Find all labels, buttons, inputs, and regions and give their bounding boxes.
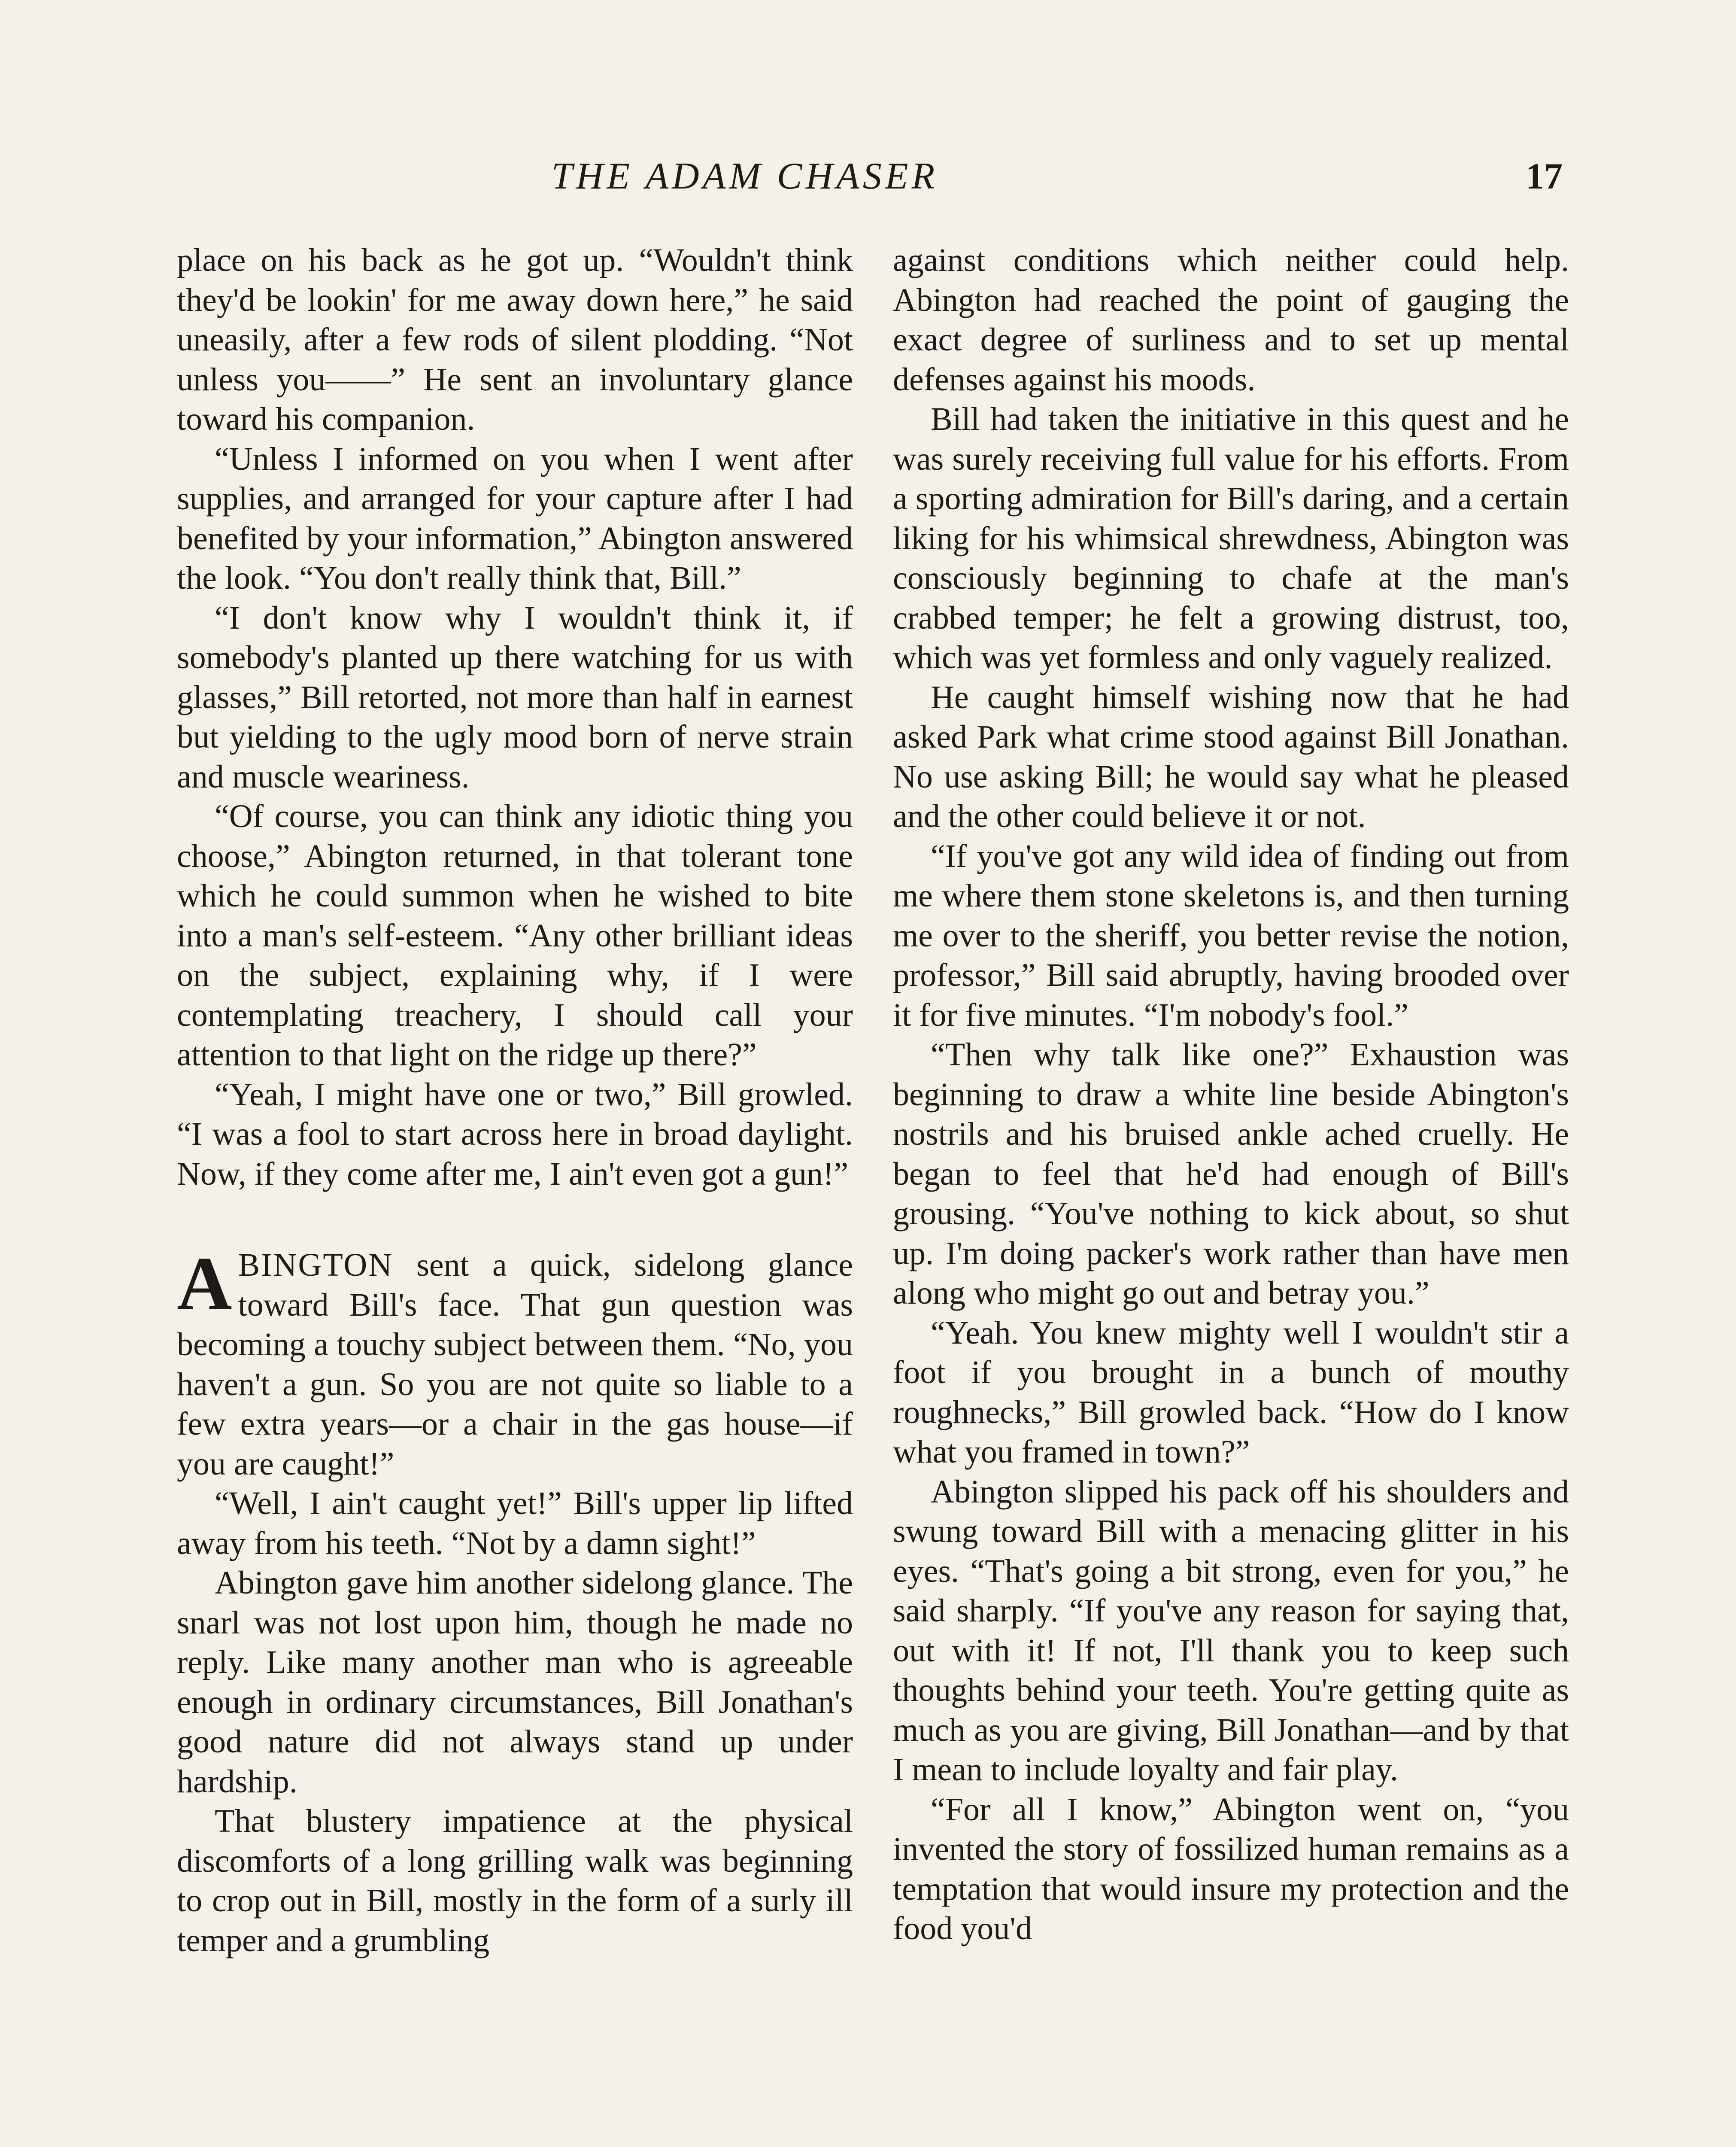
paragraph: “Yeah, I might have one or two,” Bill growled. “I was a fool to start across here in broad daylight. Now, if they come after me, I ain't even got a gun!” (177, 1076, 853, 1192)
paragraph: “Of course, you can think any idiotic thing you choose,” Abington returned, in that tolerant tone which he could summon when he wished to bite into a man's self-esteem. “Any other brilliant ideas on the subject, explaining why, if I were contemplating treachery, I should call your attention to that light on the ridge up there?” (177, 798, 853, 1073)
running-title: THE ADAM CHASER (551, 155, 938, 197)
paragraph: “Yeah. You knew mighty well I wouldn't stir a foot if you brought in a bunch of mouthy roughnecks,” Bill growled back. “How do I know what you framed in town?” (893, 1314, 1569, 1470)
paragraph: He caught himself wishing now that he had asked Park what crime stood against Bill Jonathan. No use asking Bill; he would say what he pleased and the other could believe it or not. (893, 679, 1569, 834)
paragraph: “If you've got any wild idea of finding out from me where them stone skeletons is, and then turning me over to the sheriff, you better revise the notion, professor,” Bill said abruptly, having brooded over it for five minutes. “I'm nobody's fool.” (893, 838, 1569, 1033)
drop-cap: A (177, 1241, 232, 1326)
paragraph: “Then why talk like one?” Exhaustion was beginning to draw a white line beside Abington's nostrils and his bruised ankle ached cruelly. He began to feel that he'd had enough of Bill's grousing. “You've nothing to kick about, so shut up. I'm doing packer's work rather than have men along who might go out and betray you.” (893, 1037, 1569, 1311)
drop-cap-word: BINGTON (238, 1247, 394, 1283)
left-text-column (177, 240, 853, 1960)
paragraph: That blustery impatience at the physical discomforts of a long grilling walk was beginning to crop out in Bill, mostly in the form of a surly ill temper and a grumbling (177, 1803, 853, 1958)
paragraph: against conditions which neither could help. Abington had reached the point of gauging the exact degree of surliness and to set up mental defenses against his moods. (893, 242, 1569, 398)
paragraph: “For all I know,” Abington went on, “you invented the story of fossilized human remains as a temptation that would insure my protection and the food you'd (893, 1791, 1569, 1946)
paragraph: “I don't know why I wouldn't think it, if somebody's planted up there watching for us with glasses,” Bill retorted, not more than half in earnest but yielding to the ugly mood born of nerve strain and muscle weariness. (177, 599, 853, 795)
paragraph: “Unless I informed on you when I went after supplies, and arranged for your capture after I had benefited by your information,” Abington answered the look. “You don't really think that, Bill.” (177, 441, 853, 596)
right-text-column (893, 240, 1569, 1949)
paragraph: “Well, I ain't caught yet!” Bill's upper lip lifted away from his teeth. “Not by a damn sight!” (177, 1485, 853, 1561)
page-number: 17 (1526, 155, 1563, 197)
paragraph: Abington slipped his pack off his shoulders and swung toward Bill with a menacing glitter in his eyes. “That's going a bit strong, even for you,” he said sharply. “If you've any reason for saying that, out with it! If not, I'll thank you to keep such thoughts behind your teeth. You're getting quite as much as you are giving, Bill Jonathan—and by that I mean to include loyalty and fair play. (893, 1473, 1569, 1788)
section-opening-paragraph (177, 1241, 853, 1484)
paragraph: Abington gave him another sidelong glance. The snarl was not lost upon him, though he made no reply. Like many another man who is agreeable enough in ordinary circumstances, Bill Jonathan's good nature did not always stand up under hardship. (177, 1565, 853, 1800)
paragraph-text: sent a quick, sidelong glance toward Bill's face. That gun question was becoming a touchy subject between them. “No, you haven't a gun. So you are not quite so liable to a few extra years—or a chair in the gas house—if you are caught!” (177, 1247, 853, 1482)
paragraph: place on his back as he got up. “Wouldn't think they'd be lookin' for me away down here,” he said uneasily, after a few rods of silent plodding. “Not unless you——” He sent an involuntary glance toward his companion. (177, 242, 853, 437)
paragraph: Bill had taken the initiative in this quest and he was surely receiving full value for his efforts. From a sporting admiration for Bill's daring, and a certain liking for his whimsical shrewdness, Abington was consciously beginning to chafe at the man's crabbed temper; he felt a growing distrust, too, which was yet formless and only vaguely realized. (893, 401, 1569, 675)
